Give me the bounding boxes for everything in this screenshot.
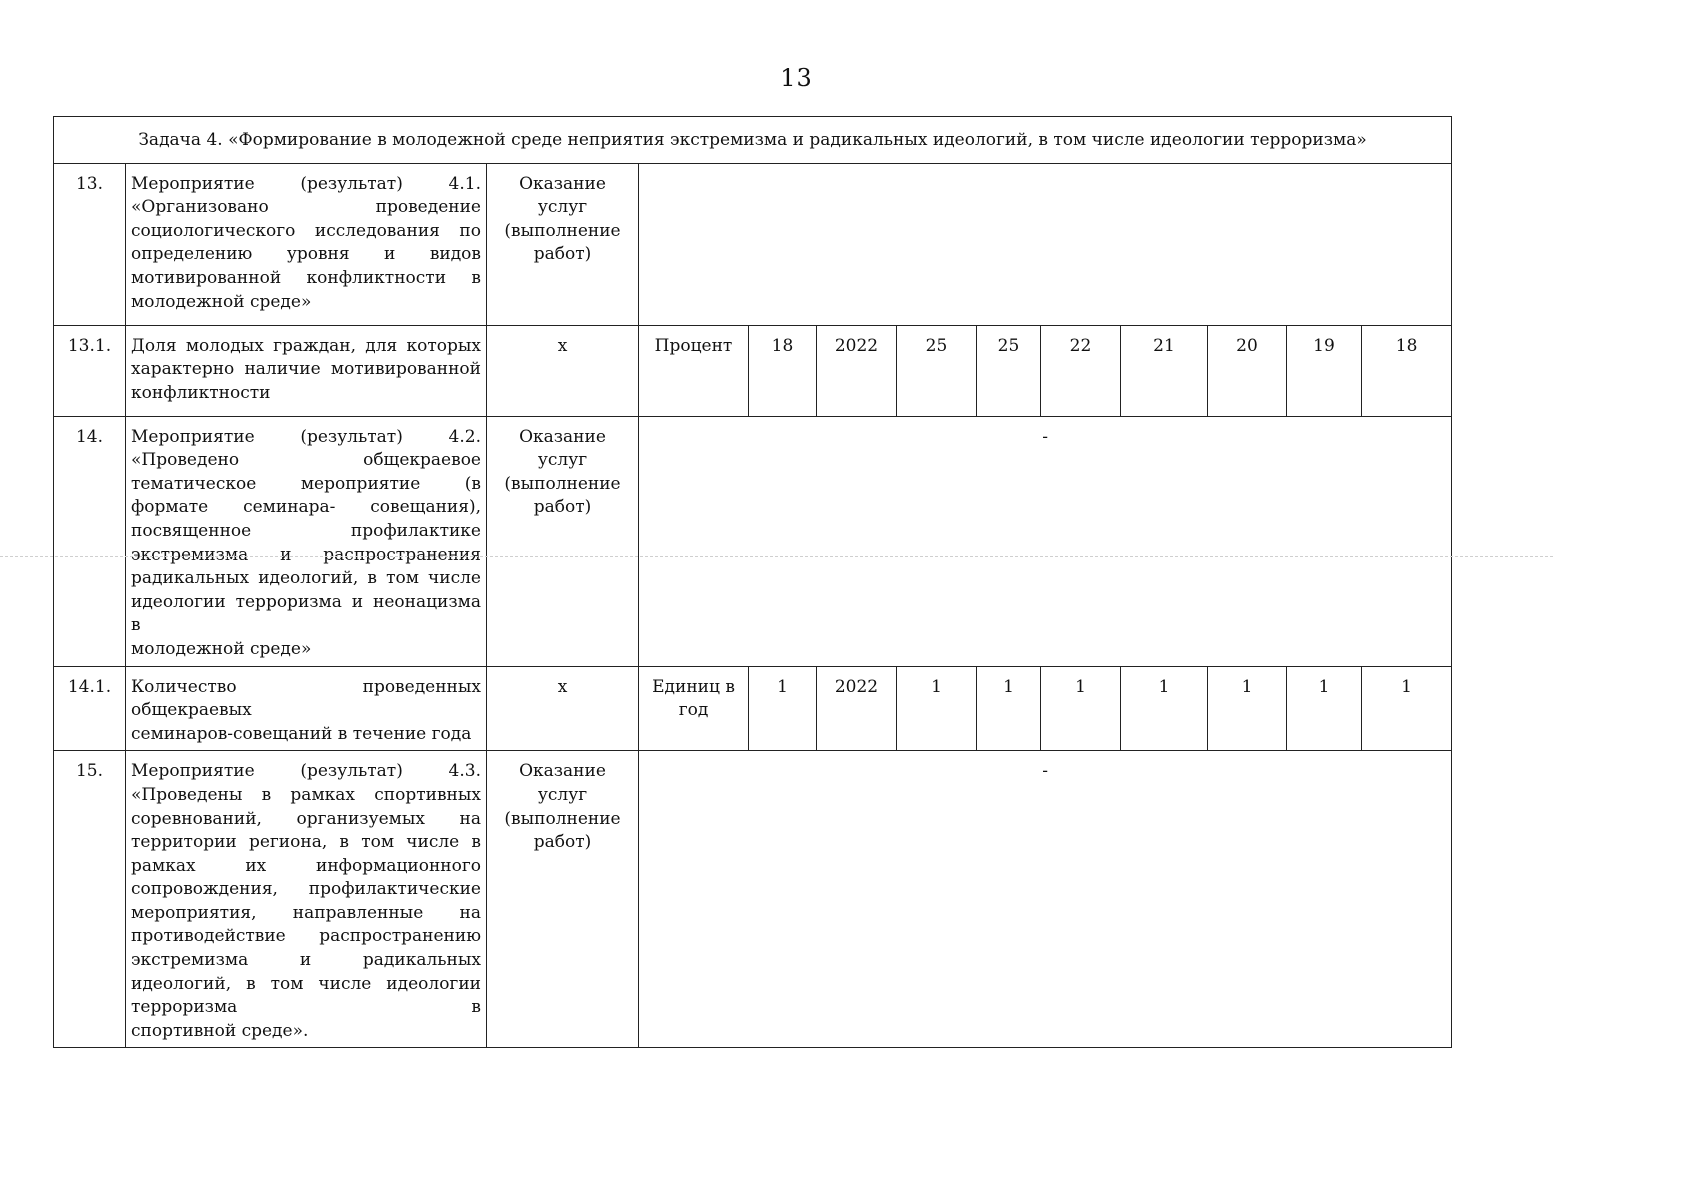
value-cell: 20 <box>1208 325 1287 416</box>
value-cell: 18 <box>1362 325 1452 416</box>
value-cell: 25 <box>897 325 977 416</box>
table-row <box>54 163 1452 325</box>
value-cell: 1 <box>1287 666 1362 751</box>
row-kind: х <box>487 666 639 751</box>
value-cell: 1 <box>897 666 977 751</box>
description-line: спортивной среде». <box>131 1020 309 1041</box>
description-line: молодежной среде» <box>131 291 312 312</box>
task-row <box>54 117 1452 164</box>
value-cell: 1 <box>1121 666 1208 751</box>
row-number: 14. <box>54 416 126 666</box>
unit-cell: Процент <box>639 325 749 416</box>
description-line: «Проведены в рамках спортивных <box>131 784 481 805</box>
value-cell: 1 <box>1041 666 1121 751</box>
description-line: противодействие распространению <box>131 926 481 947</box>
value-cell: 19 <box>1287 325 1362 416</box>
table-row <box>54 666 1452 751</box>
row-kind: Оказание услуг (выполнение работ) <box>487 163 639 325</box>
value-cell: 1 <box>977 666 1041 751</box>
value-cell: 21 <box>1121 325 1208 416</box>
row-number: 13. <box>54 163 126 325</box>
value-cell: 22 <box>1041 325 1121 416</box>
value-cell: 25 <box>977 325 1041 416</box>
row-number: 15. <box>54 751 126 1048</box>
table-body <box>54 163 1452 1048</box>
value-cell: 1 <box>1362 666 1452 751</box>
description-line: терроризма и неонацизма в <box>131 591 481 636</box>
description-line: экстремизма и радикальных идеологий, <box>131 950 481 994</box>
row-description <box>126 666 487 751</box>
row-number: 13.1. <box>54 325 126 416</box>
page-number: 13 <box>780 64 813 92</box>
task-title: Задача 4. «Формирование в молодежной среде неприятия экстремизма и радикальных идеологий, в том числе идеологии терроризма» <box>54 117 1452 164</box>
row-description <box>126 163 487 325</box>
description-line: Мероприятие (результат) 4.1. <box>131 173 481 194</box>
description-line: сопровождения, профилактические <box>131 879 481 900</box>
table-row <box>54 416 1452 666</box>
description-line: идеологий, в том числе идеологии <box>131 568 481 612</box>
description-line: рамках их информационного <box>131 855 481 876</box>
base-value-cell: 1 <box>749 666 817 751</box>
description-line: распространения радикальных <box>131 544 481 589</box>
merged-empty-cell <box>639 163 1452 325</box>
description-line: характерно наличие мотивированной <box>131 359 481 380</box>
description-line: определению уровня и видов <box>131 244 481 265</box>
description-line: в том числе идеологии терроризма в <box>131 973 481 1018</box>
row-kind: Оказание услуг (выполнение работ) <box>487 416 639 666</box>
description-line: конфликтности <box>131 382 271 403</box>
row-number: 14.1. <box>54 666 126 751</box>
scan-fold-line <box>0 556 1553 557</box>
table-row <box>54 751 1452 1048</box>
description-line: семинаров-совещаний в течение года <box>131 723 472 744</box>
description-line: «Проведено общекраевое тематическое <box>131 450 481 494</box>
row-description <box>126 325 487 416</box>
description-line: «Организовано проведение <box>131 197 481 218</box>
description-line: мероприятие (в формате семинара- <box>131 473 482 518</box>
merged-empty-cell: - <box>639 416 1452 666</box>
description-line: Доля молодых граждан, для которых <box>131 335 481 356</box>
description-line: молодежной среде» <box>131 638 312 659</box>
row-description <box>126 751 487 1048</box>
table-row <box>54 325 1452 416</box>
unit-cell: Единиц в год <box>639 666 749 751</box>
base-value-cell: 18 <box>749 325 817 416</box>
description-line: профилактике экстремизма и <box>131 520 481 565</box>
indicators-table <box>53 116 1452 1048</box>
description-line: Количество проведенных общекраевых <box>131 676 481 721</box>
description-line: Мероприятие (результат) 4.3. <box>131 761 481 782</box>
description-line: социологического исследования по <box>131 220 481 241</box>
description-line: мероприятия, направленные на <box>131 902 481 923</box>
base-year-cell: 2022 <box>817 666 897 751</box>
description-line: территории региона, в том числе в <box>131 832 481 853</box>
merged-empty-cell: - <box>639 751 1452 1048</box>
description-line: совещания), посвященное <box>131 497 482 541</box>
description-line: Мероприятие (результат) 4.2. <box>131 426 481 447</box>
row-kind: Оказание услуг (выполнение работ) <box>487 751 639 1048</box>
value-cell: 1 <box>1208 666 1287 751</box>
row-kind: х <box>487 325 639 416</box>
description-line: мотивированной конфликтности в <box>131 267 481 288</box>
base-year-cell: 2022 <box>817 325 897 416</box>
description-line: соревнований, организуемых на <box>131 808 481 829</box>
row-description <box>126 416 487 666</box>
